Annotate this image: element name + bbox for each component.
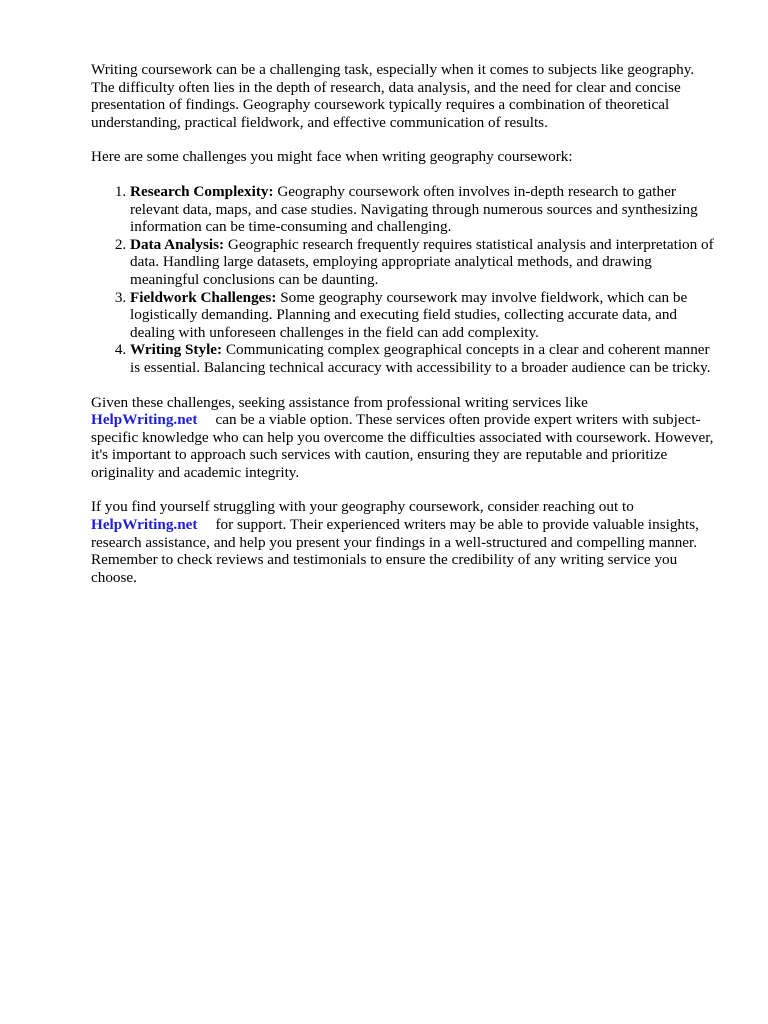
challenge-item-data-analysis xyxy=(130,236,721,289)
document-body xyxy=(91,61,721,603)
challenge-text: Communicating complex geographical concepts in a clear and coherent manner is essential. Balancing technical accuracy with accessibility to a broader audience can be tricky. xyxy=(130,341,711,376)
helpwriting-link[interactable]: HelpWriting.net xyxy=(91,516,198,534)
challenge-item-writing-style xyxy=(130,341,721,376)
paragraph-text: can be a viable option. These services often provide expert writers with subject-specific knowledge who can help you overcome the difficulties associated with coursework. However, it's important to approach such services with caution, ensuring they are reputable and prioritize originality and academic integrity. xyxy=(91,411,714,481)
challenge-term: Data Analysis: xyxy=(130,235,225,253)
challenge-term: Research Complexity: xyxy=(130,182,274,200)
paragraph-text: If you find yourself struggling with your geography coursework, consider reaching out to xyxy=(91,498,634,516)
challenge-text: Some geography coursework may involve fieldwork, which can be logistically demanding. Planning and executing field studies, collecting accurate data, and dealing with unforeseen challenges in the field can add complexity. xyxy=(130,288,688,341)
assistance-paragraph xyxy=(91,394,721,482)
challenge-item-fieldwork-challenges xyxy=(130,289,721,342)
challenges-list xyxy=(91,183,721,377)
challenge-term: Fieldwork Challenges: xyxy=(130,288,277,306)
challenge-item-research-complexity xyxy=(130,183,721,236)
challenge-text: Geographic research frequently requires statistical analysis and interpretation of data. Handling large datasets, employing appropriate analytical methods, and drawing meaningful conclusions can be daunting. xyxy=(130,235,714,288)
paragraph-text: for support. Their experienced writers may be able to provide valuable insights, research assistance, and help you present your findings in a well-structured and compelling manner. Remember to check reviews and testimonials to ensure the credibility of any writing service you choose. xyxy=(91,516,699,586)
support-paragraph xyxy=(91,498,721,586)
challenge-term: Writing Style: xyxy=(130,341,223,359)
paragraph-text: Given these challenges, seeking assistance from professional writing services like xyxy=(91,393,588,411)
intro-paragraph: Writing coursework can be a challenging task, especially when it comes to subjects like geography. The difficulty often lies in the depth of research, data analysis, and the need for clear and concise presentation of findings. Geography coursework typically requires a combination of theoretical understanding, practical fieldwork, and effective communication of results. xyxy=(91,61,695,131)
helpwriting-link[interactable]: HelpWriting.net xyxy=(91,411,198,429)
challenges-lead-paragraph: Here are some challenges you might face when writing geography coursework: xyxy=(91,148,573,166)
challenge-text: Geography coursework often involves in-depth research to gather relevant data, maps, and case studies. Navigating through numerous sources and synthesizing information can be time-consuming and challenging. xyxy=(130,182,698,236)
